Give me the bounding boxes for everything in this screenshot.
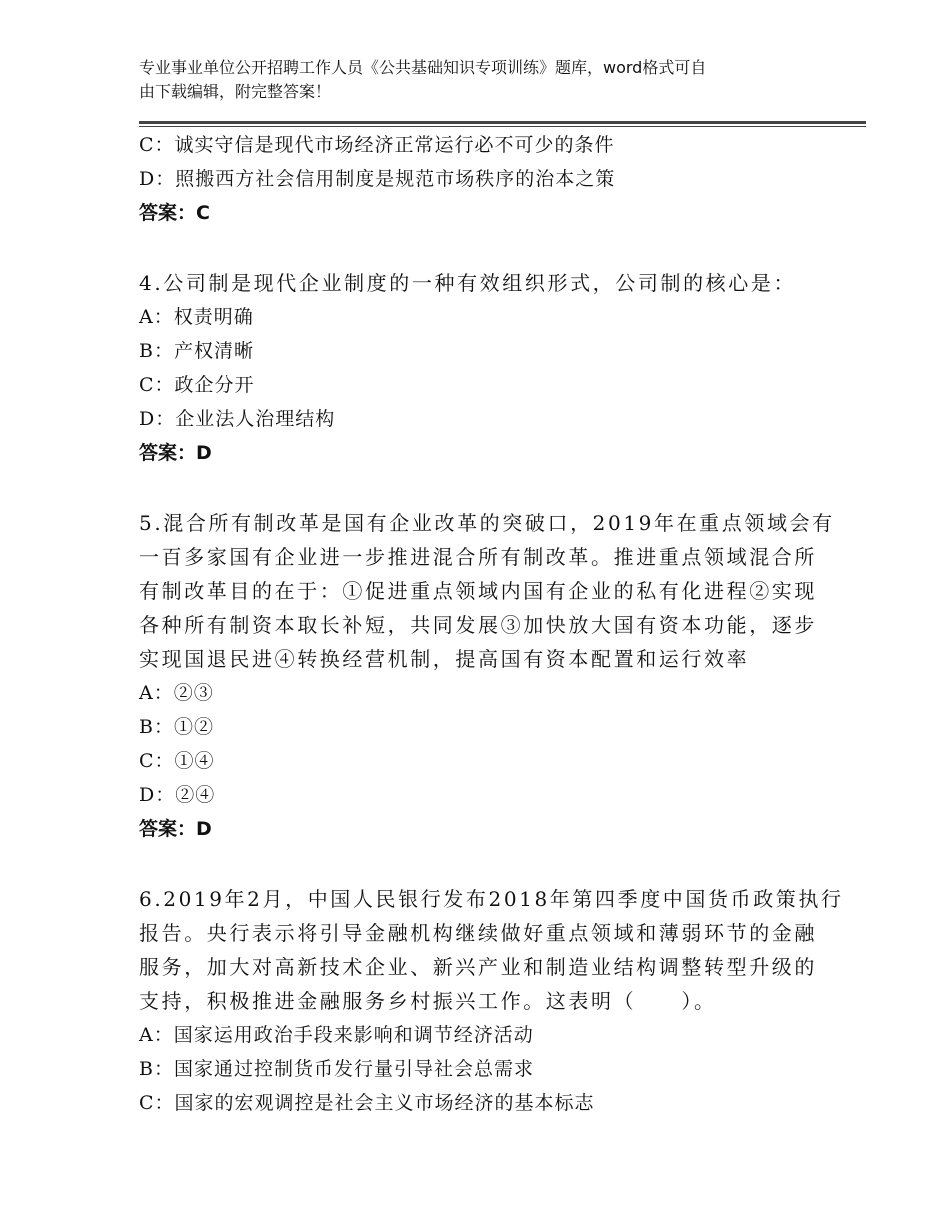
question-stem: 4.公司制是现代企业制度的一种有效组织形式，公司制的核心是： — [139, 271, 797, 295]
question-stem-line: 各种所有制资本取长补短，共同发展③加快放大国有资本功能，逐步 — [139, 613, 817, 637]
spacer — [139, 230, 819, 266]
option-a: A：②③ — [139, 682, 214, 704]
question-stem-line: 实现国退民进④转换经营机制，提高国有资本配置和运行效率 — [139, 647, 750, 671]
option-b: B：国家通过控制货币发行量引导社会总需求 — [139, 1058, 534, 1080]
header-divider-thick — [139, 121, 866, 124]
option-c: C：国家的宏观调控是社会主义市场经济的基本标志 — [139, 1092, 595, 1114]
question-3-continued — [139, 128, 819, 230]
option-a: A：权责明确 — [139, 306, 254, 328]
option-c: C：政企分开 — [139, 374, 255, 396]
question-6 — [139, 882, 844, 1120]
question-list — [139, 128, 844, 1120]
option-c: C：①④ — [139, 750, 215, 772]
header-title-line-1: 专业事业单位公开招聘工作人员《公共基础知识专项训练》题库，word格式可自 — [139, 58, 707, 77]
question-stem-line: 报告。央行表示将引导金融机构继续做好重点领域和薄弱环节的金融 — [139, 921, 817, 945]
option-d: D：照搬西方社会信用制度是规范市场秩序的治本之策 — [139, 168, 616, 190]
option-d: D：②④ — [139, 784, 216, 806]
question-stem-line: 支持，积极推进金融服务乡村振兴工作。这表明（ ）。 — [139, 989, 717, 1013]
answer-label: 答案：D — [139, 442, 212, 464]
option-b: B：产权清晰 — [139, 340, 254, 362]
header-divider-thin — [139, 126, 866, 127]
option-d: D：企业法人治理结构 — [139, 408, 336, 430]
question-4 — [139, 266, 819, 470]
header-title-line-2: 由下载编辑，附完整答案！ — [139, 82, 332, 101]
question-5 — [139, 506, 835, 846]
option-b: B：①② — [139, 716, 214, 738]
question-stem-line: 有制改革目的在于：①促进重点领域内国有企业的私有化进程②实现 — [139, 579, 817, 603]
answer-label: 答案：D — [139, 818, 212, 840]
question-stem-line: 5.混合所有制改革是国有企业改革的突破口，2019年在重点领域会有 — [139, 511, 835, 535]
spacer — [139, 470, 819, 506]
option-c: C：诚实守信是现代市场经济正常运行必不可少的条件 — [139, 134, 615, 156]
spacer — [139, 846, 819, 882]
page-header — [139, 56, 819, 104]
answer-label: 答案：C — [139, 202, 210, 224]
question-stem-line: 服务，加大对高新技术企业、新兴产业和制造业结构调整转型升级的 — [139, 955, 817, 979]
option-a: A：国家运用政治手段来影响和调节经济活动 — [139, 1024, 534, 1046]
question-stem-line: 6.2019年2月，中国人民银行发布2018年第四季度中国货币政策执行 — [139, 887, 844, 911]
question-stem-line: 一百多家国有企业进一步推进混合所有制改革。推进重点领域混合所 — [139, 545, 817, 569]
